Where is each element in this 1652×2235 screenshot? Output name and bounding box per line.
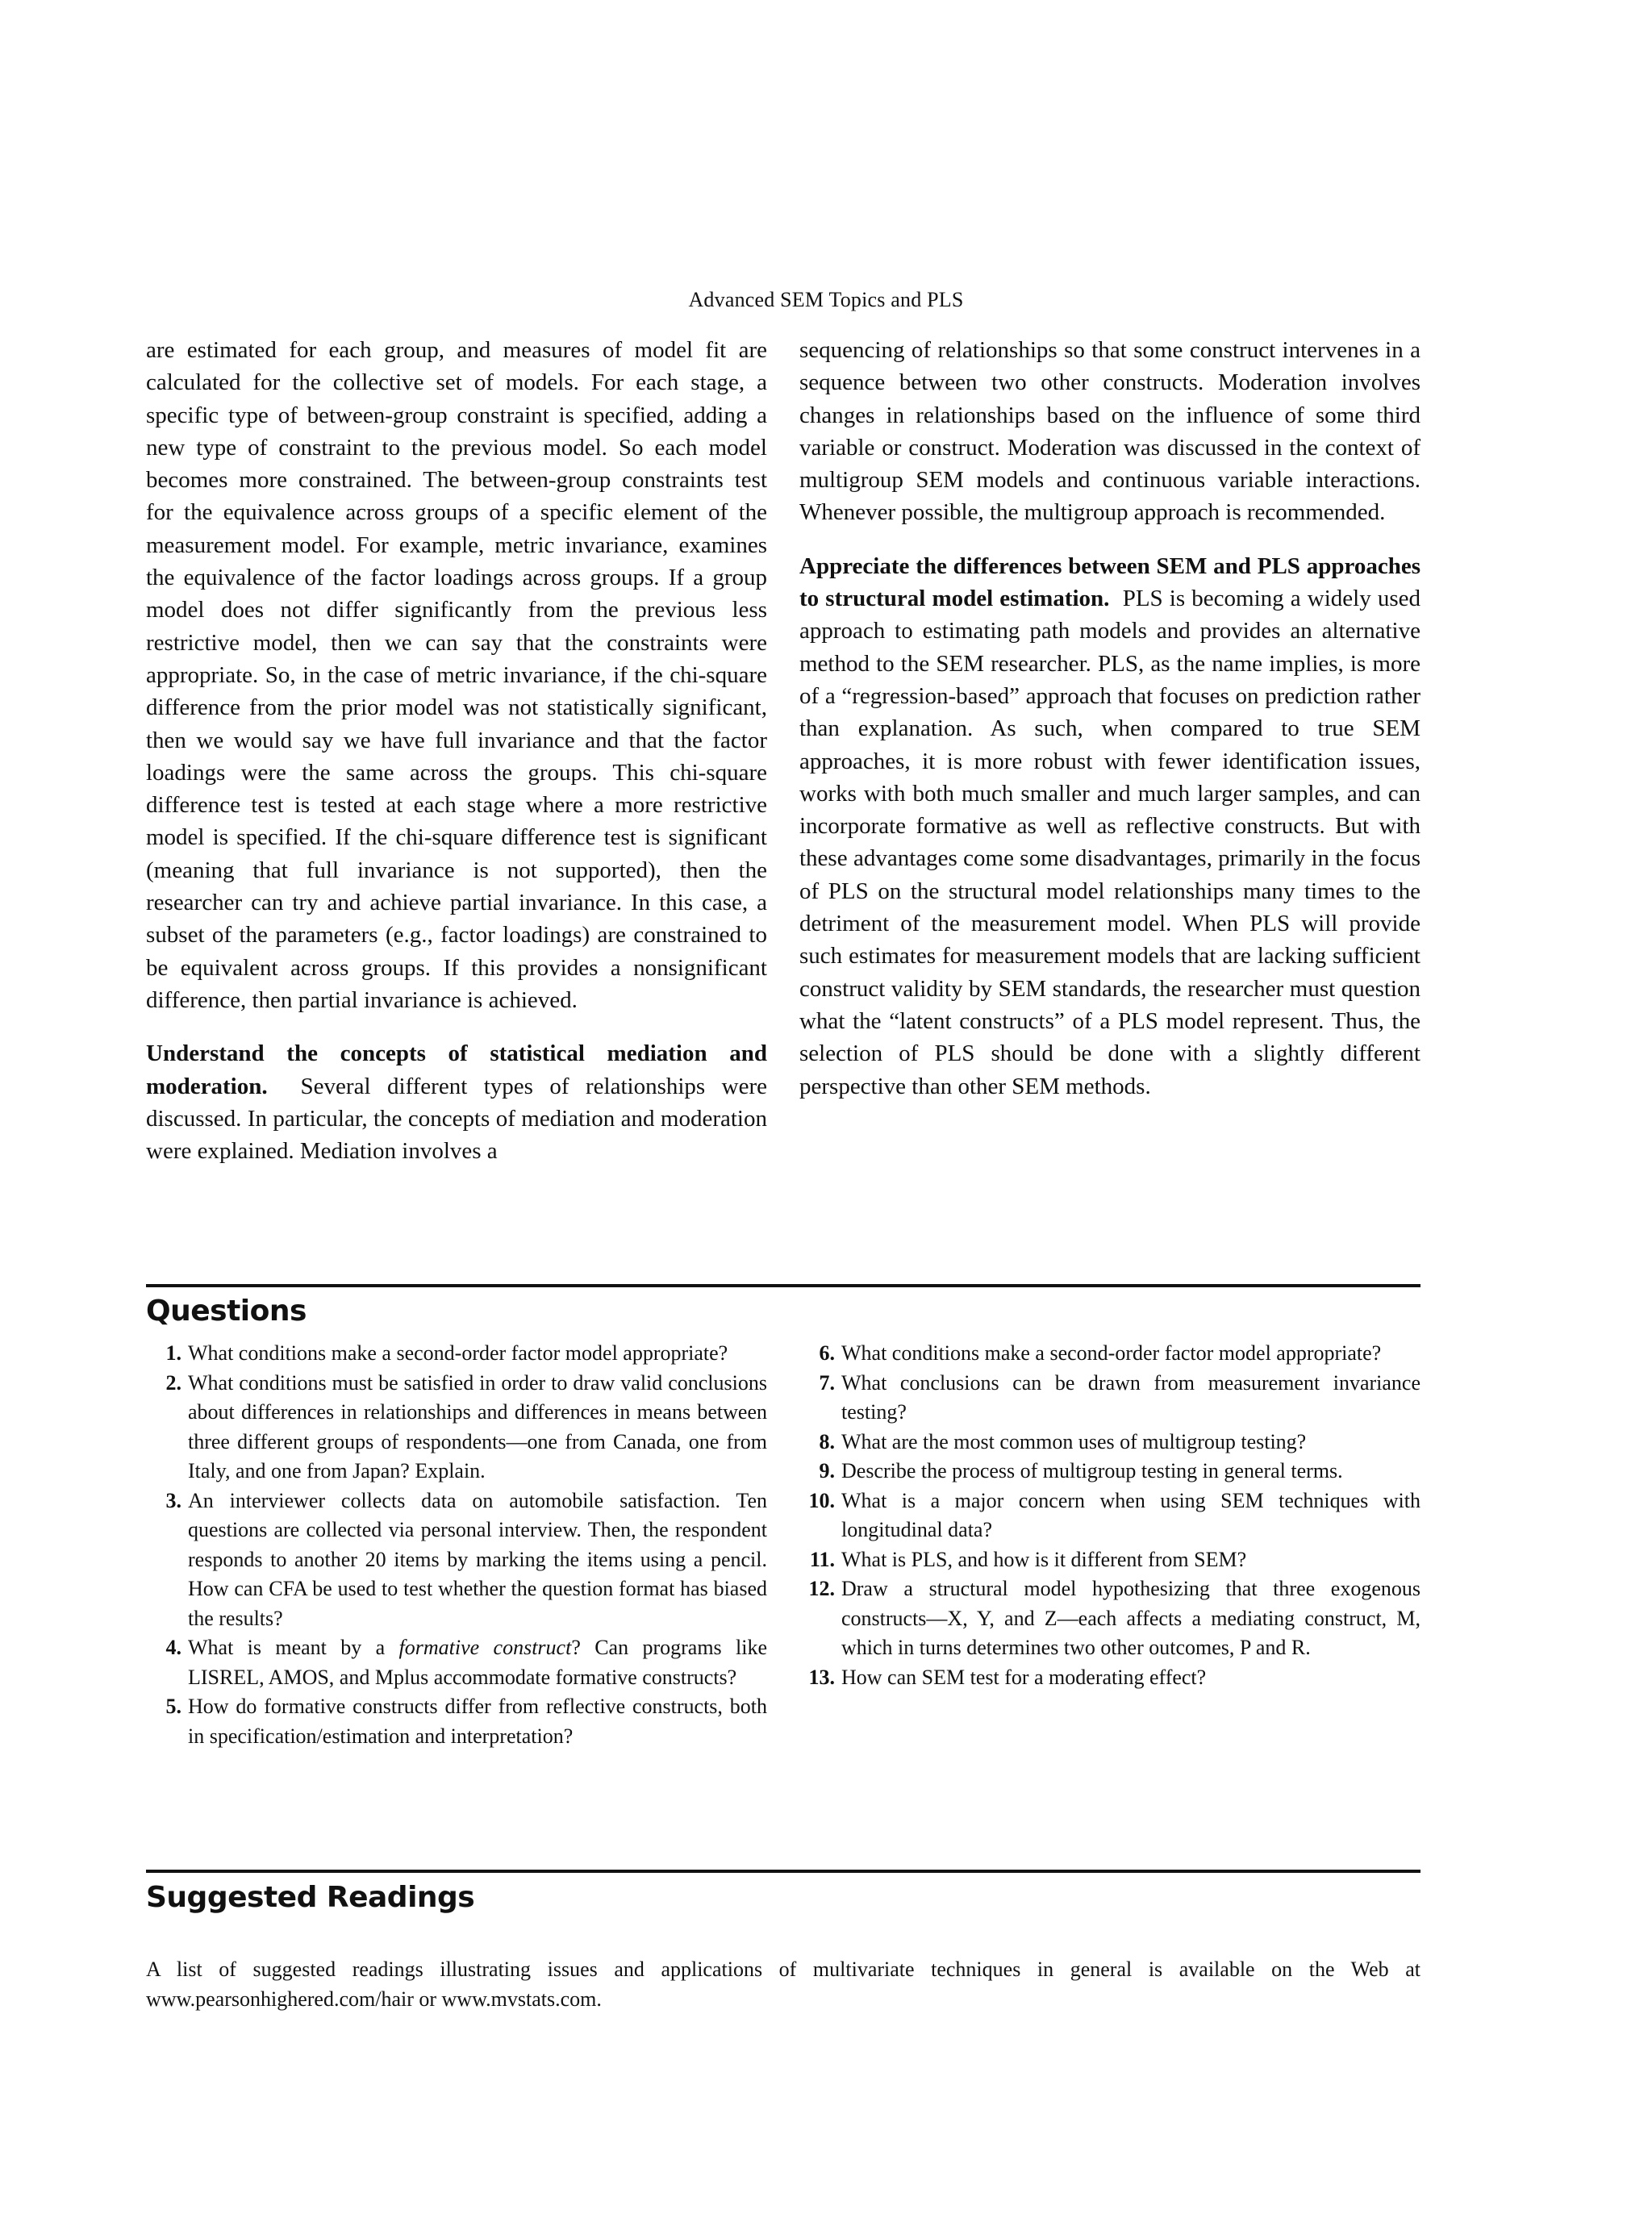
- question-number: 7.: [819, 1370, 835, 1395]
- question-item: [799, 1487, 1420, 1545]
- question-item: [799, 1457, 1420, 1487]
- question-text-before: What is meant by a: [188, 1636, 399, 1659]
- question-number: 1.: [165, 1341, 181, 1365]
- question-text: Draw a structural model hypothesizing that three exogenous constructs—X, Y, and Z—each affects a mediating construct, M, which in turns determines two other outcomes, P and R.: [841, 1577, 1420, 1659]
- question-text: How can SEM test for a moderating effect?: [841, 1665, 1207, 1689]
- question-text: What conditions must be satisfied in order to draw valid conclusions about differences in relationships and differences in means between three different groups of respondents—one from Canada, one from Italy, and one from Japan? Explain.: [188, 1370, 767, 1482]
- running-head: Advanced SEM Topics and PLS: [688, 288, 964, 311]
- paragraph-lead: Appreciate the differences between SEM and PLS approaches to structural model estimation.: [799, 552, 1420, 612]
- question-number: 3.: [165, 1488, 181, 1512]
- question-number: 4.: [165, 1636, 181, 1659]
- question-item: [799, 1428, 1420, 1457]
- question-text: What conditions make a second-order factor model appropriate?: [841, 1341, 1382, 1365]
- question-text: What conclusions can be drawn from measurement invariance testing?: [841, 1370, 1420, 1424]
- body-paragraph: sequencing of relationships so that some construct intervenes in a sequence between two other constructs. Moderation involves changes in relationships based on the influence of some third variable or construct. Moderation was discussed in the context of multigroup SEM models and continuous variable interactions. Whenever possible, the multigroup approach is recommended.: [799, 337, 1420, 526]
- summary-paragraph: [799, 550, 1420, 1103]
- question-item: [146, 1369, 767, 1487]
- question-item: [799, 1369, 1420, 1428]
- question-text: What conditions make a second-order factor model appropriate?: [188, 1341, 728, 1365]
- question-item: [146, 1692, 767, 1751]
- paragraph-text: PLS is becoming a widely used approach to estimating path models and provides an alternative method to the SEM researcher. PLS, as the name implies, is more of a “regression-based” approach that focuses on prediction rather than explanation. As such, when compared to true SEM approaches, it is more robust with fewer identification issues, works with both much smaller and much larger samples, and can incorporate formative as well as reflective constructs. But with these advantages come some disadvantages, primarily in the focus of PLS on the structural model relationships many times to the detriment of the measurement model. When PLS will provide such estimates for measurement models that are lacking sufficient construct validity by SEM standards, the researcher must question what the “latent constructs” of a PLS model represent. Thus, the selection of PLS should be done with a slightly different perspective than other SEM methods.: [799, 586, 1420, 1099]
- paragraph-text: Several different types of relationships were discussed. In particular, the concepts of mediation and moderation were explained. Mediation involves a: [146, 1073, 768, 1165]
- question-number: 8.: [819, 1429, 835, 1453]
- summary-paragraph: [146, 1037, 767, 1167]
- question-item: [799, 1574, 1420, 1663]
- question-number: 13.: [808, 1665, 835, 1689]
- readings-text: A list of suggested readings illustrating issues and applications of multivariate techniques in general is available on the Web at www.pearsonhighered.com/hair or www.mvstats.com.: [146, 1958, 1420, 2011]
- question-text: How do formative constructs differ from reflective constructs, both in specification/estimation and interpretation?: [188, 1695, 767, 1748]
- question-text-italic: formative construct: [398, 1636, 572, 1659]
- question-item: [146, 1339, 767, 1369]
- question-text: What are the most common uses of multigroup testing?: [841, 1429, 1307, 1453]
- question-text: What is PLS, and how is it different from SEM?: [841, 1547, 1247, 1571]
- question-number: 10.: [808, 1488, 835, 1512]
- question-text: Describe the process of multigroup testing in general terms.: [841, 1459, 1343, 1482]
- question-number: 2.: [165, 1370, 181, 1395]
- question-text-after: ? Can programs like LISREL, AMOS, and Mplus accommodate formative constructs?: [188, 1636, 768, 1689]
- body-column-left: [146, 334, 767, 1167]
- question-text: An interviewer collects data on automobile satisfaction. Ten questions are collected via personal interview. Then, the respondent responds to another 20 items by marking the items using a pencil. How can CFA be used to test whether the question format has biased the results?: [188, 1488, 767, 1630]
- question-number: 11.: [809, 1547, 835, 1571]
- question-text: What is a major concern when using SEM techniques with longitudinal data?: [841, 1488, 1420, 1541]
- question-item: [146, 1633, 767, 1692]
- question-item: [799, 1663, 1420, 1693]
- question-item: [799, 1339, 1420, 1369]
- question-item: [799, 1545, 1420, 1575]
- body-column-right: [799, 334, 1420, 1103]
- questions-column-right: [799, 1339, 1420, 1692]
- body-paragraph: are estimated for each group, and measures of model fit are calculated for the collective set of models. For each stage, a specific type of between-group constraint is specified, adding a new type of constraint to the previous model. So each model becomes more constrained. The between-group constraints test for the equivalence across groups of a specific element of the measurement model. For example, metric invariance, examines the equivalence of the factor loadings across groups. If a group model does not differ significantly from the previous less restrictive model, then we can say that the constraints were appropriate. So, in the case of metric invariance, if the chi-square difference from the prior model was not statistically significant, then we would say we have full invariance and that the factor loadings were the same across the groups. This chi-square difference test is tested at each stage where a more restrictive model is specified. If the chi-square difference test is significant (meaning that full invariance is not supported), then the researcher can try and achieve partial invariance. In this case, a subset of the parameters (e.g., factor loadings) are constrained to be equivalent across groups. If this provides a nonsignificant difference, then partial invariance is achieved.: [146, 337, 767, 1013]
- readings-heading: Suggested Readings: [146, 1881, 475, 1914]
- question-number: 5.: [165, 1695, 181, 1718]
- question-number: 9.: [819, 1459, 835, 1482]
- question-number: 12.: [808, 1577, 835, 1600]
- section-rule: [146, 1284, 1420, 1287]
- question-item: [146, 1487, 767, 1634]
- question-number: 6.: [819, 1341, 835, 1365]
- questions-heading: Questions: [146, 1295, 307, 1328]
- questions-column-left: [146, 1339, 767, 1751]
- section-rule: [146, 1870, 1420, 1873]
- paragraph-lead: Understand the concepts of statistical mediation and moderation.: [146, 1040, 767, 1099]
